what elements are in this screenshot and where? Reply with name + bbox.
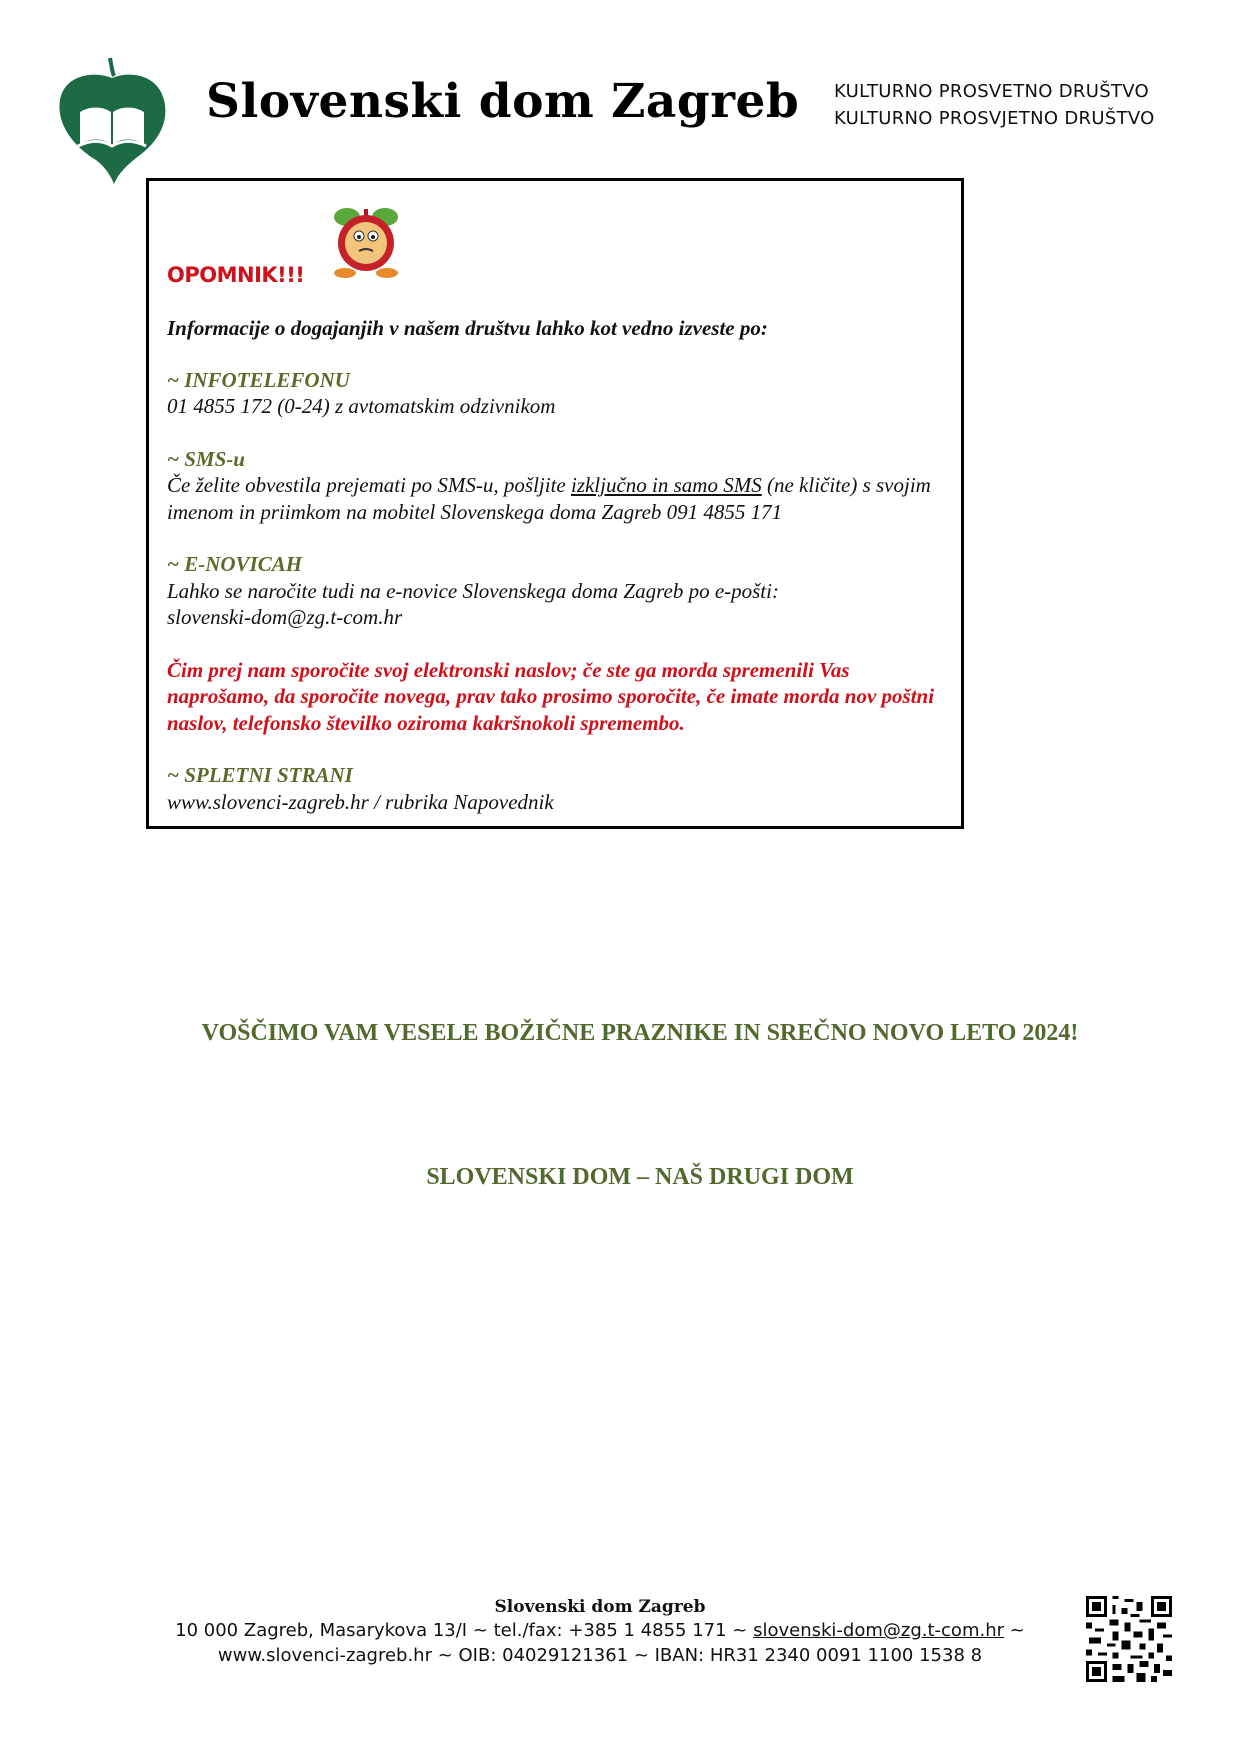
org-subtitle (834, 78, 1155, 132)
sms-text-before: Če želite obvestila prejemati po SMS-u, pošljite (167, 473, 571, 497)
reminder-heading: OPOMNIK!!! (167, 263, 305, 287)
org-title: Slovenski dom Zagreb (206, 74, 800, 129)
enovice-line: Lahko se naročite tudi na e-novice Slovenskega doma Zagreb po e-pošti: (167, 578, 779, 603)
spletna-heading: ~ SPLETNI STRANI (167, 763, 353, 787)
footer-address-line (150, 1618, 1050, 1643)
alarm-clock-icon (331, 203, 401, 279)
footer-id-line: www.slovenci-zagreb.hr ~ OIB: 04029121361 ~ IBAN: HR31 2340 0091 1100 1538 8 (217, 1645, 983, 1666)
reminder-intro: Informacije o dogajanjih v našem društvu lahko kot vedno izveste po: (167, 316, 768, 340)
enovice-email[interactable]: slovenski-dom@zg.t-com.hr (167, 605, 403, 629)
sms-heading: ~ SMS-u (167, 446, 245, 471)
org-subtitle-line1: KULTURNO PROSVETNO DRUŠTVO (834, 81, 1149, 102)
spletna-line[interactable]: www.slovenci-zagreb.hr / rubrika Napovednik (167, 789, 554, 814)
sms-text-underlined: izključno in samo SMS (570, 473, 762, 497)
footer-address-tail: ~ (1004, 1620, 1025, 1641)
enovice-heading: ~ E-NOVICAH (167, 552, 303, 576)
sms-text (167, 472, 943, 525)
org-subtitle-line2: KULTURNO PROSVJETNO DRUŠTVO (834, 108, 1155, 129)
motto: SLOVENSKI DOM – NAŠ DRUGI DOM (426, 1164, 854, 1190)
qr-code-icon (1086, 1596, 1172, 1682)
footer (150, 1596, 1050, 1668)
footer-email-link[interactable]: slovenski-dom@zg.t-com.hr (753, 1620, 1005, 1641)
infotelefon-heading: ~ INFOTELEFONU (167, 367, 350, 392)
footer-org-name: Slovenski dom Zagreb (494, 1597, 706, 1617)
sms-text-after: (ne kličite) s svojim imenom in priimkom na mobitel Slovenskega doma Zagreb 091 4855 171 (167, 473, 931, 524)
footer-address: 10 000 Zagreb, Masarykova 13/I ~ tel./fax: +385 1 4855 171 ~ (175, 1620, 754, 1641)
reminder-body (167, 315, 943, 815)
infotelefon-line: 01 4855 172 (0-24) z avtomatskim odzivnikom (167, 394, 556, 418)
holiday-greeting: VOŠČIMO VAM VESELE BOŽIČNE PRAZNIKE IN SREČNO NOVO LETO 2024! (201, 1020, 1079, 1046)
reminder-box (146, 178, 964, 829)
update-contact-note: Čim prej nam sporočite svoj elektronski naslov; če ste ga morda spremenili Vas naprošamo, da sporočite novega, prav tako prosimo sporočite, če imate morda nov poštni naslov, telefonsko številko oziroma kakršnokoli spremembo. (167, 657, 935, 735)
linden-leaf-book-icon (56, 54, 168, 186)
